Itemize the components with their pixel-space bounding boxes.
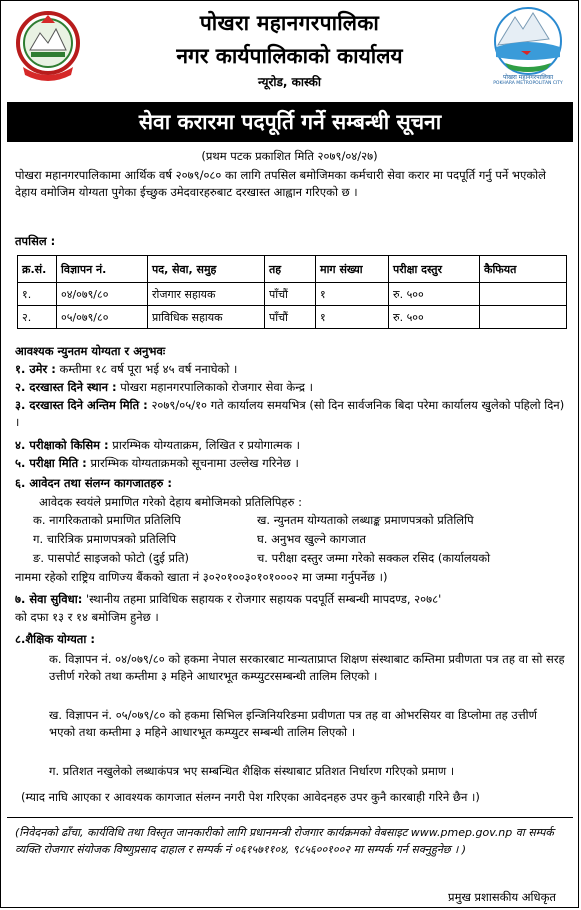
age-label: १. उमेर : <box>15 362 56 376</box>
doc-f: च. परीक्षा दस्तुर जम्मा गरेको सक्कल रसिद (कार्यालयको <box>257 551 491 565</box>
org-name: पोखरा महानगरपालिका <box>199 11 380 35</box>
edu-c: ग. प्रतिशत नखुलेको लब्धाकंपत्र भए सम्बन्धित शैक्षिक संस्थाबाट प्रतिशत निर्धारण गरिएको प्रमाण । <box>49 764 455 778</box>
table-row <box>18 283 567 306</box>
cell: ०४/०७९/८० <box>57 283 148 306</box>
col-remarks: कैफियत <box>480 256 567 283</box>
logo-caption: पोखरा महानगरपालिका <box>502 74 554 81</box>
cell <box>480 306 567 329</box>
facility-cont: को दफा १३ र १४ बमोजिम हुनेछ । <box>15 610 159 624</box>
deadline-label: ३. दरखास्त दिने अन्तिम मिति : <box>15 398 148 412</box>
docs-row-2 <box>33 531 573 548</box>
item-place <box>15 379 570 396</box>
table-header-row <box>18 256 567 283</box>
cell: पाँचौं <box>265 283 316 306</box>
rejection-note: (म्याद नाघि आएका र आवश्यक कागजात संलग्न नगरी पेश गरिएका आवेदनहरु उपर कुनै कारबाही गरिने छैन ।) <box>21 790 480 804</box>
cell: १ <box>316 306 389 329</box>
facility-text: 'स्थानीय तहमा प्राविधिक सहायक र रोजगार सहायक पदपूर्ति सम्बन्धी मापदण्ड, २०७८' <box>82 592 442 606</box>
exam-type-label: ४. परीक्षाको किसिम : <box>15 438 109 452</box>
divider <box>7 817 573 818</box>
doc-b: ख. न्युनतम योग्यताको लब्धाङ्क प्रमाणपत्रको प्रतिलिपि <box>257 513 474 527</box>
exam-date-label: ५. परीक्षा मिति : <box>15 456 87 470</box>
exam-type-text: प्रारम्भिक योग्यताक्रम, लिखित र प्रयोगात्मक । <box>108 438 300 452</box>
item-facility <box>15 591 570 608</box>
doc-a: क. नागरिकताको प्रमाणित प्रतिलिपि <box>33 513 181 527</box>
item-exam-date <box>15 455 570 472</box>
doc-d: घ. अनुभव खुल्ने कागजात <box>257 532 366 546</box>
col-post: पद, सेवा, समुह <box>148 256 265 283</box>
place-label: २. दरखास्त दिने स्थान : <box>15 380 117 394</box>
office-name: नगर कार्यपालिकाको कार्यालय <box>176 44 403 68</box>
col-ad-no: विज्ञापन नं. <box>57 256 148 283</box>
signature: प्रमुख प्रशासकीय अधिकृत <box>448 890 556 904</box>
item-deadline <box>15 397 570 432</box>
doc-e: ङ. पासपोर्ट साइजको फोटो (दुई प्रति) <box>33 551 190 565</box>
intro-paragraph: पोखरा महानगरपालिकामा आर्थिक वर्ष २०७९/०८० का लागि तपसिल बमोजिमका कर्मचारी सेवा करार मा पदपूर्ति गर्नु पर्ने भएकोले देहाय वमोजिम योग्यता पुगेका ईच्छुक उमेदवारहरुबाट दरखास्त आह्वान गरिएको छ । <box>15 168 546 200</box>
vacancy-table <box>17 255 567 329</box>
age-text: कम्तीमा १८ वर्ष पूरा भई ४५ वर्ष ननाघेको । <box>55 362 238 376</box>
cell: १. <box>18 283 57 306</box>
col-demand: माग संख्या <box>316 256 389 283</box>
edu-a: क. विज्ञापन नं. ०४/०७९/८० को हकमा नेपाल सरकारबाट मान्यताप्राप्त शिक्षण संस्थाबाट कम्तिमा प्रवीणता पत्र तह वा सो सरह उत्तीर्ण गरेको तथा कम्तीमा ३ महिने आधारभूत कम्प्युटरसम्बन्धी तालिम लिएको । <box>49 652 565 684</box>
item-exam-type <box>15 437 570 454</box>
cell: १ <box>316 283 389 306</box>
office-location: न्यूरोड, कास्की <box>258 75 321 89</box>
cell: पाँचौं <box>265 306 316 329</box>
requirements-title: आवश्यक न्युनतम योग्यता र अनुभवः <box>15 344 166 358</box>
docs-row-3 <box>33 550 573 567</box>
col-fee: परीक्षा दस्तुर <box>389 256 480 283</box>
footer-note: (निवेदनको ढाँचा, कार्यविधि तथा विस्तृत जानकारीको लागि प्रधानमन्त्री रोजगार कार्यक्रमको वेबसाइट www.pmep.gov.np वा सम्पर्क व्यक्ति रोजगार संयोजक विष्णुप्रसाद दाहाल र सम्पर्क नं ०६१५७११०४, ९८५६००१००२ मा सम्पर्क गर्न सक्नुहुनेछ । ) <box>15 826 554 856</box>
col-sn: क्र.सं. <box>18 256 57 283</box>
table-row <box>18 306 567 329</box>
edu-b: ख. विज्ञापन नं. ०५/०७९/८० को हकमा सिभिल इन्जिनियरिङमा प्रवीणता पत्र तह वा ओभरसियर वा डिप्लोमा तह उत्तीर्ण भएको तथा कम्तीमा ३ महिने आधारभूत कम्प्युटर सम्बन्धी तालिम लिएको । <box>49 708 537 740</box>
published-date: (प्रथम पटक प्रकाशित मिति २०७९/०४/२७) <box>201 149 378 163</box>
tapsil-label: तपसिल : <box>15 234 56 248</box>
facility-label: ७. सेवा सुविधा: <box>15 592 83 606</box>
cell: ०५/०७९/८० <box>57 306 148 329</box>
cell: रोजगार सहायक <box>148 283 265 306</box>
cell <box>480 283 567 306</box>
notice-title-banner: सेवा करारमा पदपूर्ति गर्ने सम्बन्धी सूचना <box>7 102 573 142</box>
header <box>1 1 578 101</box>
doc-f-cont: नाममा रहेको राष्ट्रिय वाणिज्य बैंकको खाता नं ३०२०१००३०१०१०००२ मा जम्मा गर्नुपर्नेछ ।) <box>15 570 388 584</box>
cell: रु. ५०० <box>389 283 480 306</box>
logo-caption-en: POKHARA METROPOLITAN CITY <box>493 81 563 86</box>
doc-c: ग. चारित्रिक प्रमाणपत्रको प्रतिलिपि <box>33 532 176 546</box>
cell: प्राविधिक सहायक <box>148 306 265 329</box>
docs-label: ६. आवेदन तथा संलग्न कागजातहरु : <box>15 476 173 490</box>
col-level: तह <box>265 256 316 283</box>
docs-intro: आवेदक स्वयंले प्रमाणित गरेको देहाय बमोजिमको प्रतिलिपिहरु : <box>39 495 302 509</box>
cell: रु. ५०० <box>389 306 480 329</box>
docs-row-1 <box>33 512 573 529</box>
item-age <box>15 361 570 378</box>
cell: २. <box>18 306 57 329</box>
edu-label: ८.शैक्षिक योग्यता : <box>15 632 95 646</box>
place-text: पोखरा महानगरपालिकाको रोजगार सेवा केन्द्र । <box>116 380 313 394</box>
deadline-text: २०७९/०५/१० गते कार्यालय समयभित्र (सो दिन सार्वजनिक बिदा परेमा कार्यालय खुलेको पहिलो दिन) । <box>15 398 565 430</box>
exam-date-text: प्रारम्भिक योग्यताक्रमको सूचनामा उल्लेख गरिनेछ । <box>86 456 299 470</box>
